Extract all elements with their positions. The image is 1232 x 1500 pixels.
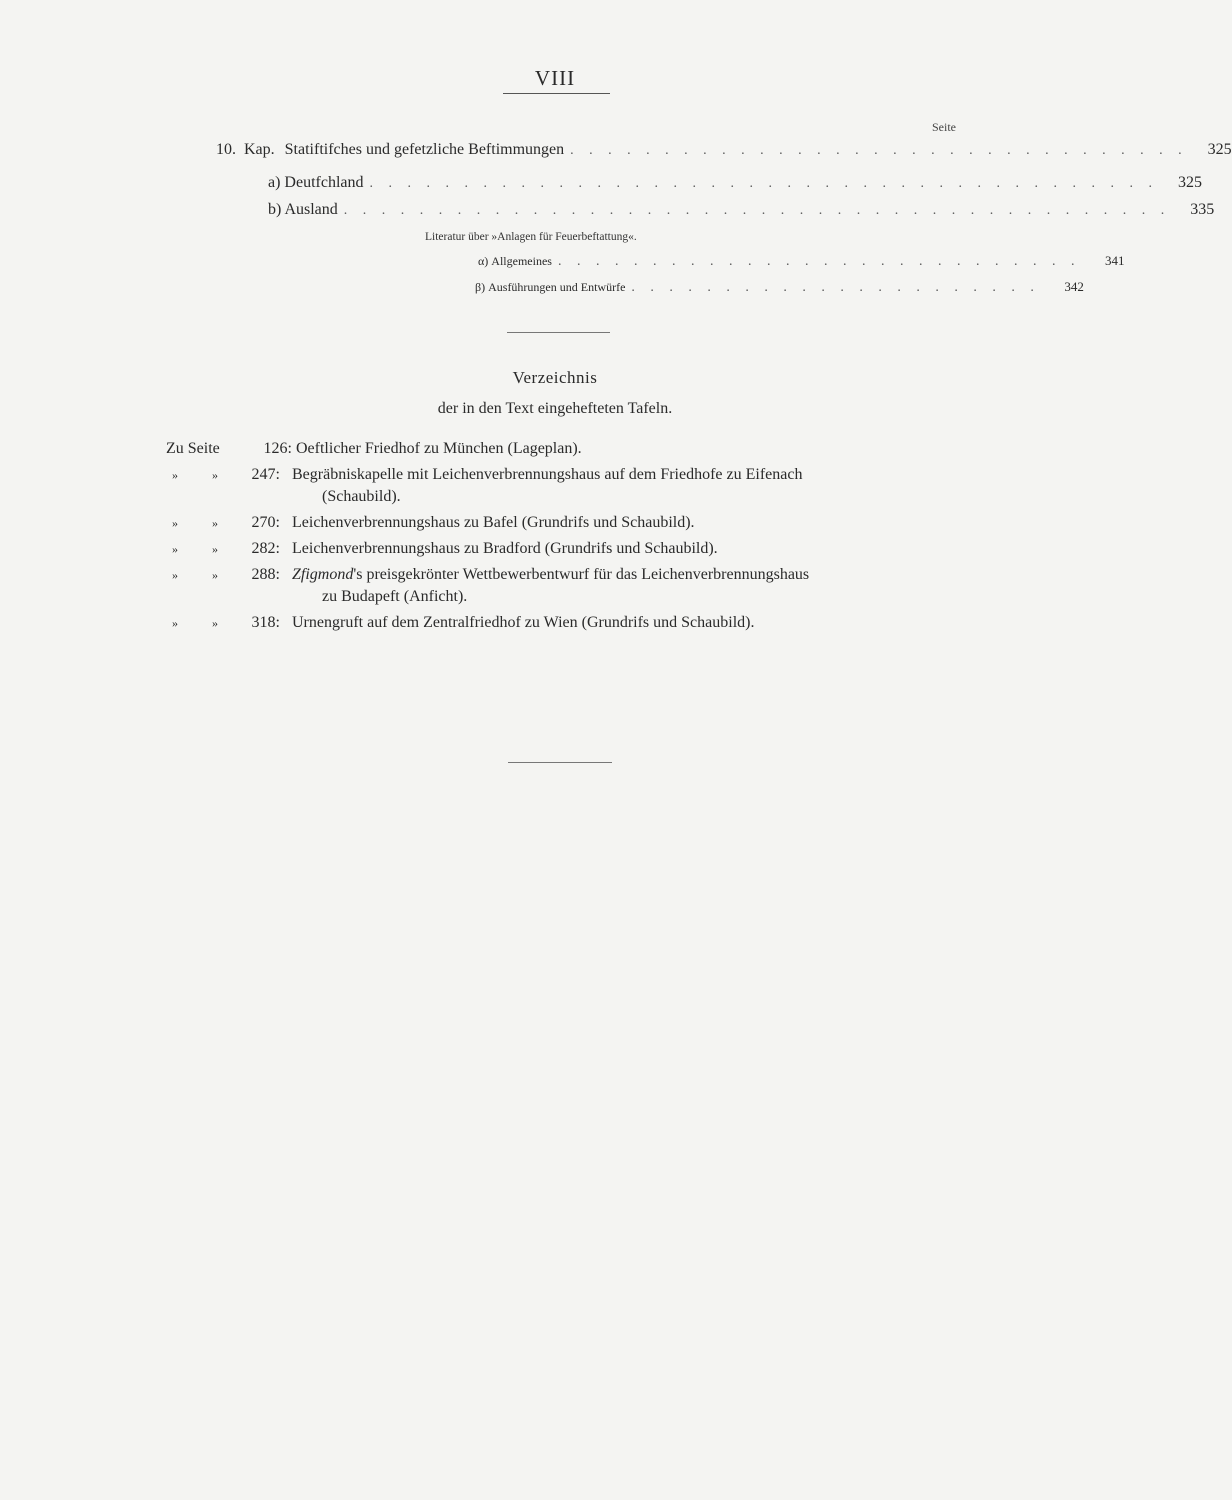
chapter-title: Statiftifches und gefetzliche Beftimmungen [284, 141, 565, 158]
section-title: Verzeichnis [512, 368, 598, 387]
plate-page: 126: [263, 440, 292, 457]
ditto-mark: » [172, 542, 178, 556]
literature-page: 341 [1104, 253, 1125, 268]
leader-dots: . . . . . . . . . . . . . . . . . . . . . . . . . . . . . . . . . . . . . . . . . . [369, 176, 1159, 191]
ditto-mark: » [172, 568, 178, 582]
plate-description [288, 464, 960, 508]
plate-text: Begräbniskapelle mit Leichenverbrennungshaus auf dem Friedhofe zu Eifenach [292, 466, 803, 483]
ditto-mark: » [212, 616, 218, 630]
section-divider [507, 332, 610, 333]
plate-text: 's preisgekrönter Wettbewerbentwurf für das Leichenverbrennungshaus [353, 566, 810, 583]
leader-dots: . . . . . . . . . . . . . . . . . . . . . . . . . . . . . . . . . . . . . . . . . . . . [343, 203, 1171, 218]
literature-label: β) Ausführungen und Entwürfe [475, 280, 626, 294]
sub-label: b) Ausland [268, 201, 338, 218]
plate-reference [160, 538, 288, 560]
literature-label: α) Allgemeines [478, 254, 552, 268]
plate-text: Leichenverbrennungshaus zu Bradford (Grundrifs und Schaubild). [292, 540, 718, 557]
plate-page: 247: [251, 466, 280, 483]
ditto-mark: » [172, 616, 178, 630]
leader-dots: . . . . . . . . . . . . . . . . . . . . . . . . . . . . . . . . . [570, 143, 1188, 158]
plate-entry [160, 438, 960, 460]
ditto-mark: » [212, 568, 218, 582]
plate-description [288, 512, 960, 534]
chapter-kap: Kap. [244, 141, 275, 158]
end-divider [508, 762, 612, 763]
plate-author: Zfigmond [292, 566, 354, 583]
literature-heading: Literatur über »Anlagen für Feuerbeftattung«. [425, 231, 637, 243]
sub-page: 325 [1178, 174, 1203, 191]
toc-literature-a [478, 253, 1125, 270]
ditto-mark: » [212, 542, 218, 556]
plate-text-continuation: zu Budapeft (Anficht). [322, 588, 468, 605]
plate-entry [160, 612, 960, 634]
plate-page: 318: [251, 614, 280, 631]
leader-dots: . . . . . . . . . . . . . . . . . . . . . . [631, 280, 1040, 295]
toc-literature-b [475, 279, 1084, 296]
zu-seite-label: Zu Seite [166, 440, 220, 457]
plate-entry [160, 564, 960, 608]
plate-entry [160, 538, 960, 560]
plate-text: Leichenverbrennungshaus zu Bafel (Grundrifs und Schaubild). [292, 514, 695, 531]
plate-description [288, 538, 960, 560]
seite-column-label: Seite [932, 120, 956, 134]
ditto-mark: » [212, 516, 218, 530]
chapter-number: 10. [216, 141, 236, 158]
ditto-mark: » [212, 468, 218, 482]
plate-text-continuation: (Schaubild). [322, 488, 401, 505]
plate-description [288, 564, 960, 608]
toc-chapter-10 [216, 141, 1232, 159]
toc-sub-a [268, 174, 1203, 192]
plate-page: 288: [251, 566, 280, 583]
plate-reference [160, 464, 288, 508]
plate-description [292, 438, 960, 460]
plate-reference [160, 564, 288, 608]
plate-reference [160, 438, 292, 460]
sub-page: 335 [1190, 201, 1215, 218]
plate-page: 282: [251, 540, 280, 557]
literature-page: 342 [1064, 279, 1084, 294]
leader-dots: . . . . . . . . . . . . . . . . . . . . . . . . . . . . [557, 254, 1081, 269]
plate-reference [160, 512, 288, 534]
toc-sub-b [268, 201, 1215, 219]
header-rule [503, 93, 610, 94]
sub-label: a) Deutfchland [268, 174, 364, 191]
plate-text: Urnengruft auf dem Zentralfriedhof zu Wien (Grundrifs und Schaubild). [292, 614, 755, 631]
plates-list [160, 438, 960, 638]
section-subtitle: der in den Text eingehefteten Tafeln. [437, 400, 673, 417]
ditto-mark: » [172, 468, 178, 482]
plate-reference [160, 612, 288, 634]
plate-text: Oeftlicher Friedhof zu München (Lageplan). [296, 440, 582, 457]
plate-entry [160, 464, 960, 508]
plate-entry [160, 512, 960, 534]
page-number: VIII [534, 66, 576, 90]
chapter-page: 325 [1207, 141, 1232, 158]
plate-page: 270: [251, 514, 280, 531]
chapter-entry [216, 141, 564, 159]
plate-description [288, 612, 960, 634]
ditto-mark: » [172, 516, 178, 530]
